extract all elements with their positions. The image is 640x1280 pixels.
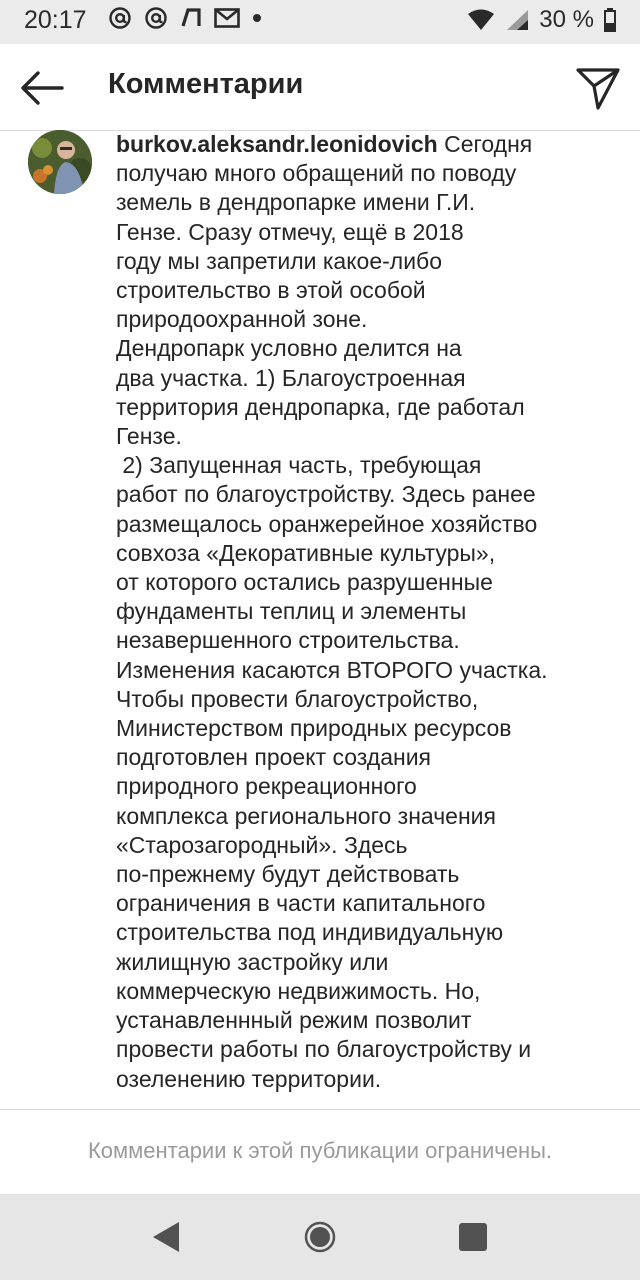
- back-button[interactable]: [16, 62, 68, 114]
- status-right: [467, 6, 616, 34]
- comment: [0, 130, 640, 1110]
- paper-plane-icon: [572, 62, 624, 114]
- app-icon: [180, 7, 202, 29]
- nav-back-button[interactable]: [143, 1214, 189, 1260]
- battery-icon: [604, 8, 616, 32]
- signal-icon: [505, 9, 529, 31]
- nav-recents-button[interactable]: [450, 1214, 496, 1260]
- avatar-photo: [28, 130, 92, 194]
- at-icon: [144, 6, 168, 30]
- dot-icon: [252, 13, 262, 23]
- recents-square-icon: [450, 1214, 496, 1260]
- comment-body: Сегодня получаю много обращений по поводу земель в дендропарке имени Г.И. Гензе. Сразу отмечу, ещё в 2018 году мы запретили какое-либо строительство в этой особой природоохранной зоне. Дендропарк условно делится на два участка. 1) Благоустроенная территория дендропарка, где работал Гензе. 2) Запущенная часть, требующая работ по благоустройству. Здесь ранее размещалось оранжерейное хозяйство совхоза «Декоративные культуры», от которого остались разрушенные фундаменты теплиц и элементы незавершенного строительства. Изменения касаются ВТОРОГО участка. Чтобы провести благоустройство, Министерством природных ресурсов подготовлен проект создания природного рекреационного комплекса регионального значения «Старозагородный». Здесь по-прежнему будут действовать ограничения в части капитального строительства под индивидуальную жилищную застройку или коммерческую недвижимость. Но, устанавленнный режим позволит провести работы по благоустройству и озеленению территории.: [116, 131, 548, 1092]
- mail-icon: [214, 8, 240, 28]
- status-time: 20:17: [24, 6, 87, 34]
- nav-home-button[interactable]: [297, 1214, 343, 1260]
- status-bar: [0, 0, 640, 44]
- at-icon: [108, 6, 132, 30]
- notification-icons: [108, 6, 262, 30]
- home-circle-icon: [297, 1214, 343, 1260]
- system-nav-bar: [0, 1194, 640, 1280]
- back-triangle-icon: [143, 1214, 189, 1260]
- avatar[interactable]: [28, 130, 92, 194]
- share-button[interactable]: [572, 62, 624, 114]
- page-title: Комментарии: [108, 68, 304, 100]
- app-header: [0, 44, 640, 131]
- comment-username[interactable]: burkov.aleksandr.leonidovich: [116, 131, 438, 157]
- battery-percent: 30 %: [539, 6, 594, 33]
- comment-text: [116, 130, 586, 1094]
- comments-restricted-note: Комментарии к этой публикации ограничены.: [87, 1138, 553, 1163]
- divider: [0, 1109, 640, 1110]
- wifi-icon: [467, 9, 495, 31]
- arrow-left-icon: [16, 62, 68, 114]
